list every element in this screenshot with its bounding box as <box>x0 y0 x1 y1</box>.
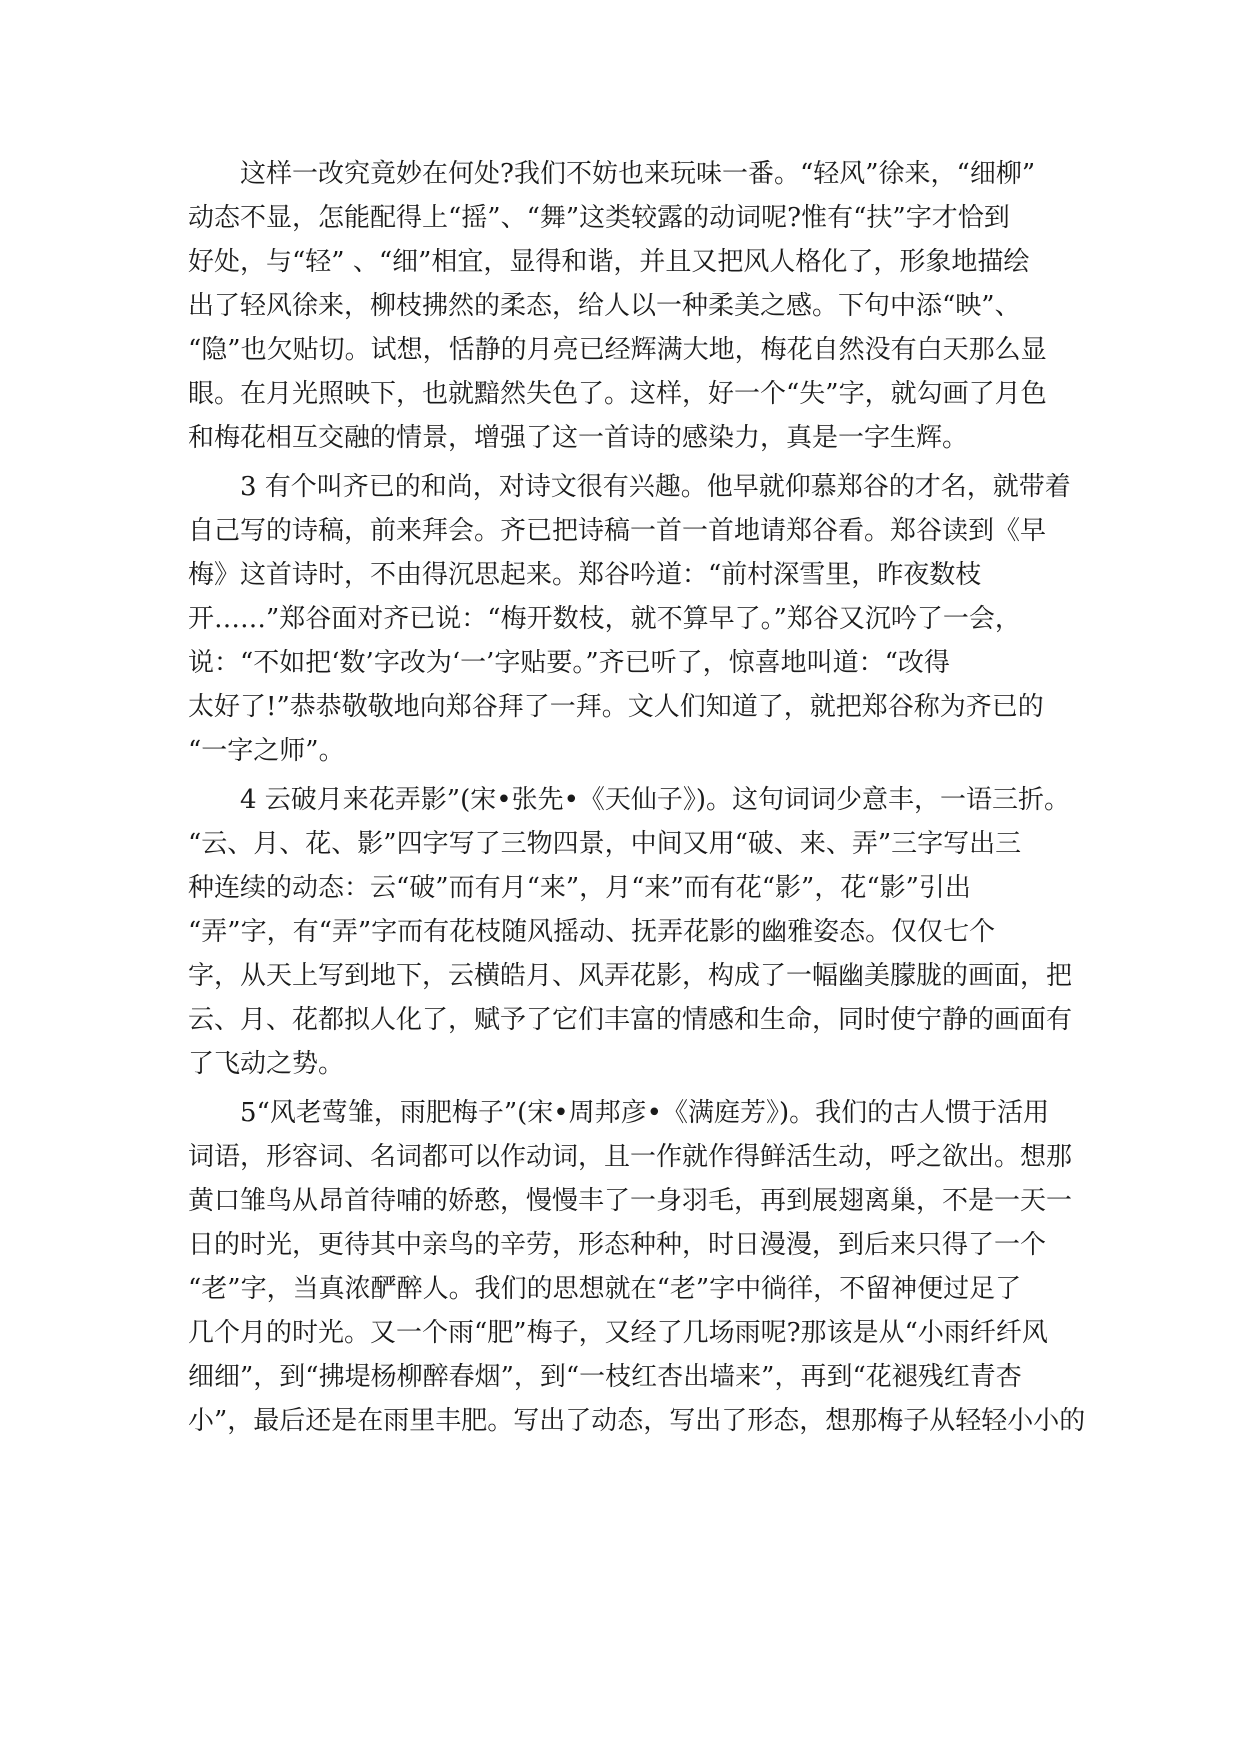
text-line: 说：“不如把‘数’字改为‘一’字贴要。”齐已听了，惊喜地叫道：“改得 <box>188 648 950 678</box>
text-line: “弄”字，有“弄”字而有花枝随风摇动、抚弄花影的幽雅姿态。仅仅七个 <box>188 917 996 947</box>
text-line: 4 云破月来花弄影”(宋•张先•《天仙子》)。这句词词少意丰，一语三折。 <box>240 785 1071 815</box>
text-line: “云、月、花、影”四字写了三物四景，中间又用“破、来、弄”三字写出三 <box>188 829 1022 859</box>
text-line: “一字之师”。 <box>188 736 345 766</box>
document-page <box>188 152 1086 1448</box>
text-line: 出了轻风徐来，柳枝拂然的柔态，给人以一种柔美之感。下句中添“映”、 <box>188 291 1021 321</box>
text-line: 梅》这首诗时，不由得沉思起来。郑谷吟道：“前村深雪里，昨夜数枝 <box>188 560 982 590</box>
text-line: 开……”郑谷面对齐已说：“梅开数枝，就不算早了。”郑谷又沉吟了一会， <box>188 604 1021 634</box>
text-line: 和梅花相互交融的情景，增强了这一首诗的感染力，真是一字生辉。 <box>188 423 969 453</box>
paragraph-2 <box>188 465 1071 773</box>
text-line: 云、月、花都拟人化了，赋予了它们丰富的情感和生命，同时使宁静的画面有 <box>188 1005 1073 1035</box>
paragraph-1 <box>188 152 1046 460</box>
paragraph-3 <box>188 778 1073 1086</box>
text-line: 3 有个叫齐已的和尚，对诗文很有兴趣。他早就仰慕郑谷的才名，就带着 <box>240 472 1071 502</box>
text-line: 日的时光，更待其中亲鸟的辛劳，形态种种，时日漫漫，到后来只得了一个 <box>188 1230 1047 1260</box>
text-line: 动态不显，怎能配得上“摇”、“舞”这类较露的动词呢?惟有“扶”字才恰到 <box>188 203 1010 233</box>
text-line: 这样一改究竟妙在何处?我们不妨也来玩味一番。“轻风”徐来，“细柳” <box>240 159 1036 189</box>
text-line: 5“风老莺雏，雨肥梅子”(宋•周邦彦•《满庭芳》)。我们的古人惯于活用 <box>240 1098 1050 1128</box>
text-line: 小”，最后还是在雨里丰肥。写出了动态，写出了形态，想那梅子从轻轻小小的 <box>188 1406 1086 1436</box>
paragraph-4 <box>188 1091 1086 1443</box>
text-line: 太好了!”恭恭敬敬地向郑谷拜了一拜。文人们知道了，就把郑谷称为齐已的 <box>188 692 1044 722</box>
text-line: “老”字，当真浓酽醉人。我们的思想就在“老”字中徜徉，不留神便过足了 <box>188 1274 1022 1304</box>
text-line: 字，从天上写到地下，云横皓月、风弄花影，构成了一幅幽美朦胧的画面，把 <box>188 961 1073 991</box>
text-line: 眼。在月光照映下，也就黯然失色了。这样，好一个“失”字，就勾画了月色 <box>188 379 1047 409</box>
text-line: 种连续的动态：云“破”而有月“来”，月“来”而有花“影”，花“影”引出 <box>188 873 971 903</box>
text-line: 了飞动之势。 <box>188 1049 345 1079</box>
text-line: 词语，形容词、名词都可以作动词，且一作就作得鲜活生动，呼之欲出。想那 <box>188 1142 1073 1172</box>
text-line: 细细”，到“拂堤杨柳醉春烟”，到“一枝红杏出墙来”，再到“花褪残红青杏 <box>188 1362 1022 1392</box>
text-line: 自己写的诗稿，前来拜会。齐已把诗稿一首一首地请郑谷看。郑谷读到《早 <box>188 516 1047 546</box>
text-line: “隐”也欠贴切。试想，恬静的月亮已经辉满大地，梅花自然没有白天那么显 <box>188 335 1047 365</box>
text-line: 几个月的时光。又一个雨“肥”梅子，又经了几场雨呢?那该是从“小雨纤纤风 <box>188 1318 1048 1348</box>
text-line: 好处，与“轻” 、“细”相宜，显得和谐，并且又把风人格化了，形象地描绘 <box>188 247 1030 277</box>
text-line: 黄口雏鸟从昂首待哺的娇憨，慢慢丰了一身羽毛，再到展翅离巢，不是一天一 <box>188 1186 1073 1216</box>
